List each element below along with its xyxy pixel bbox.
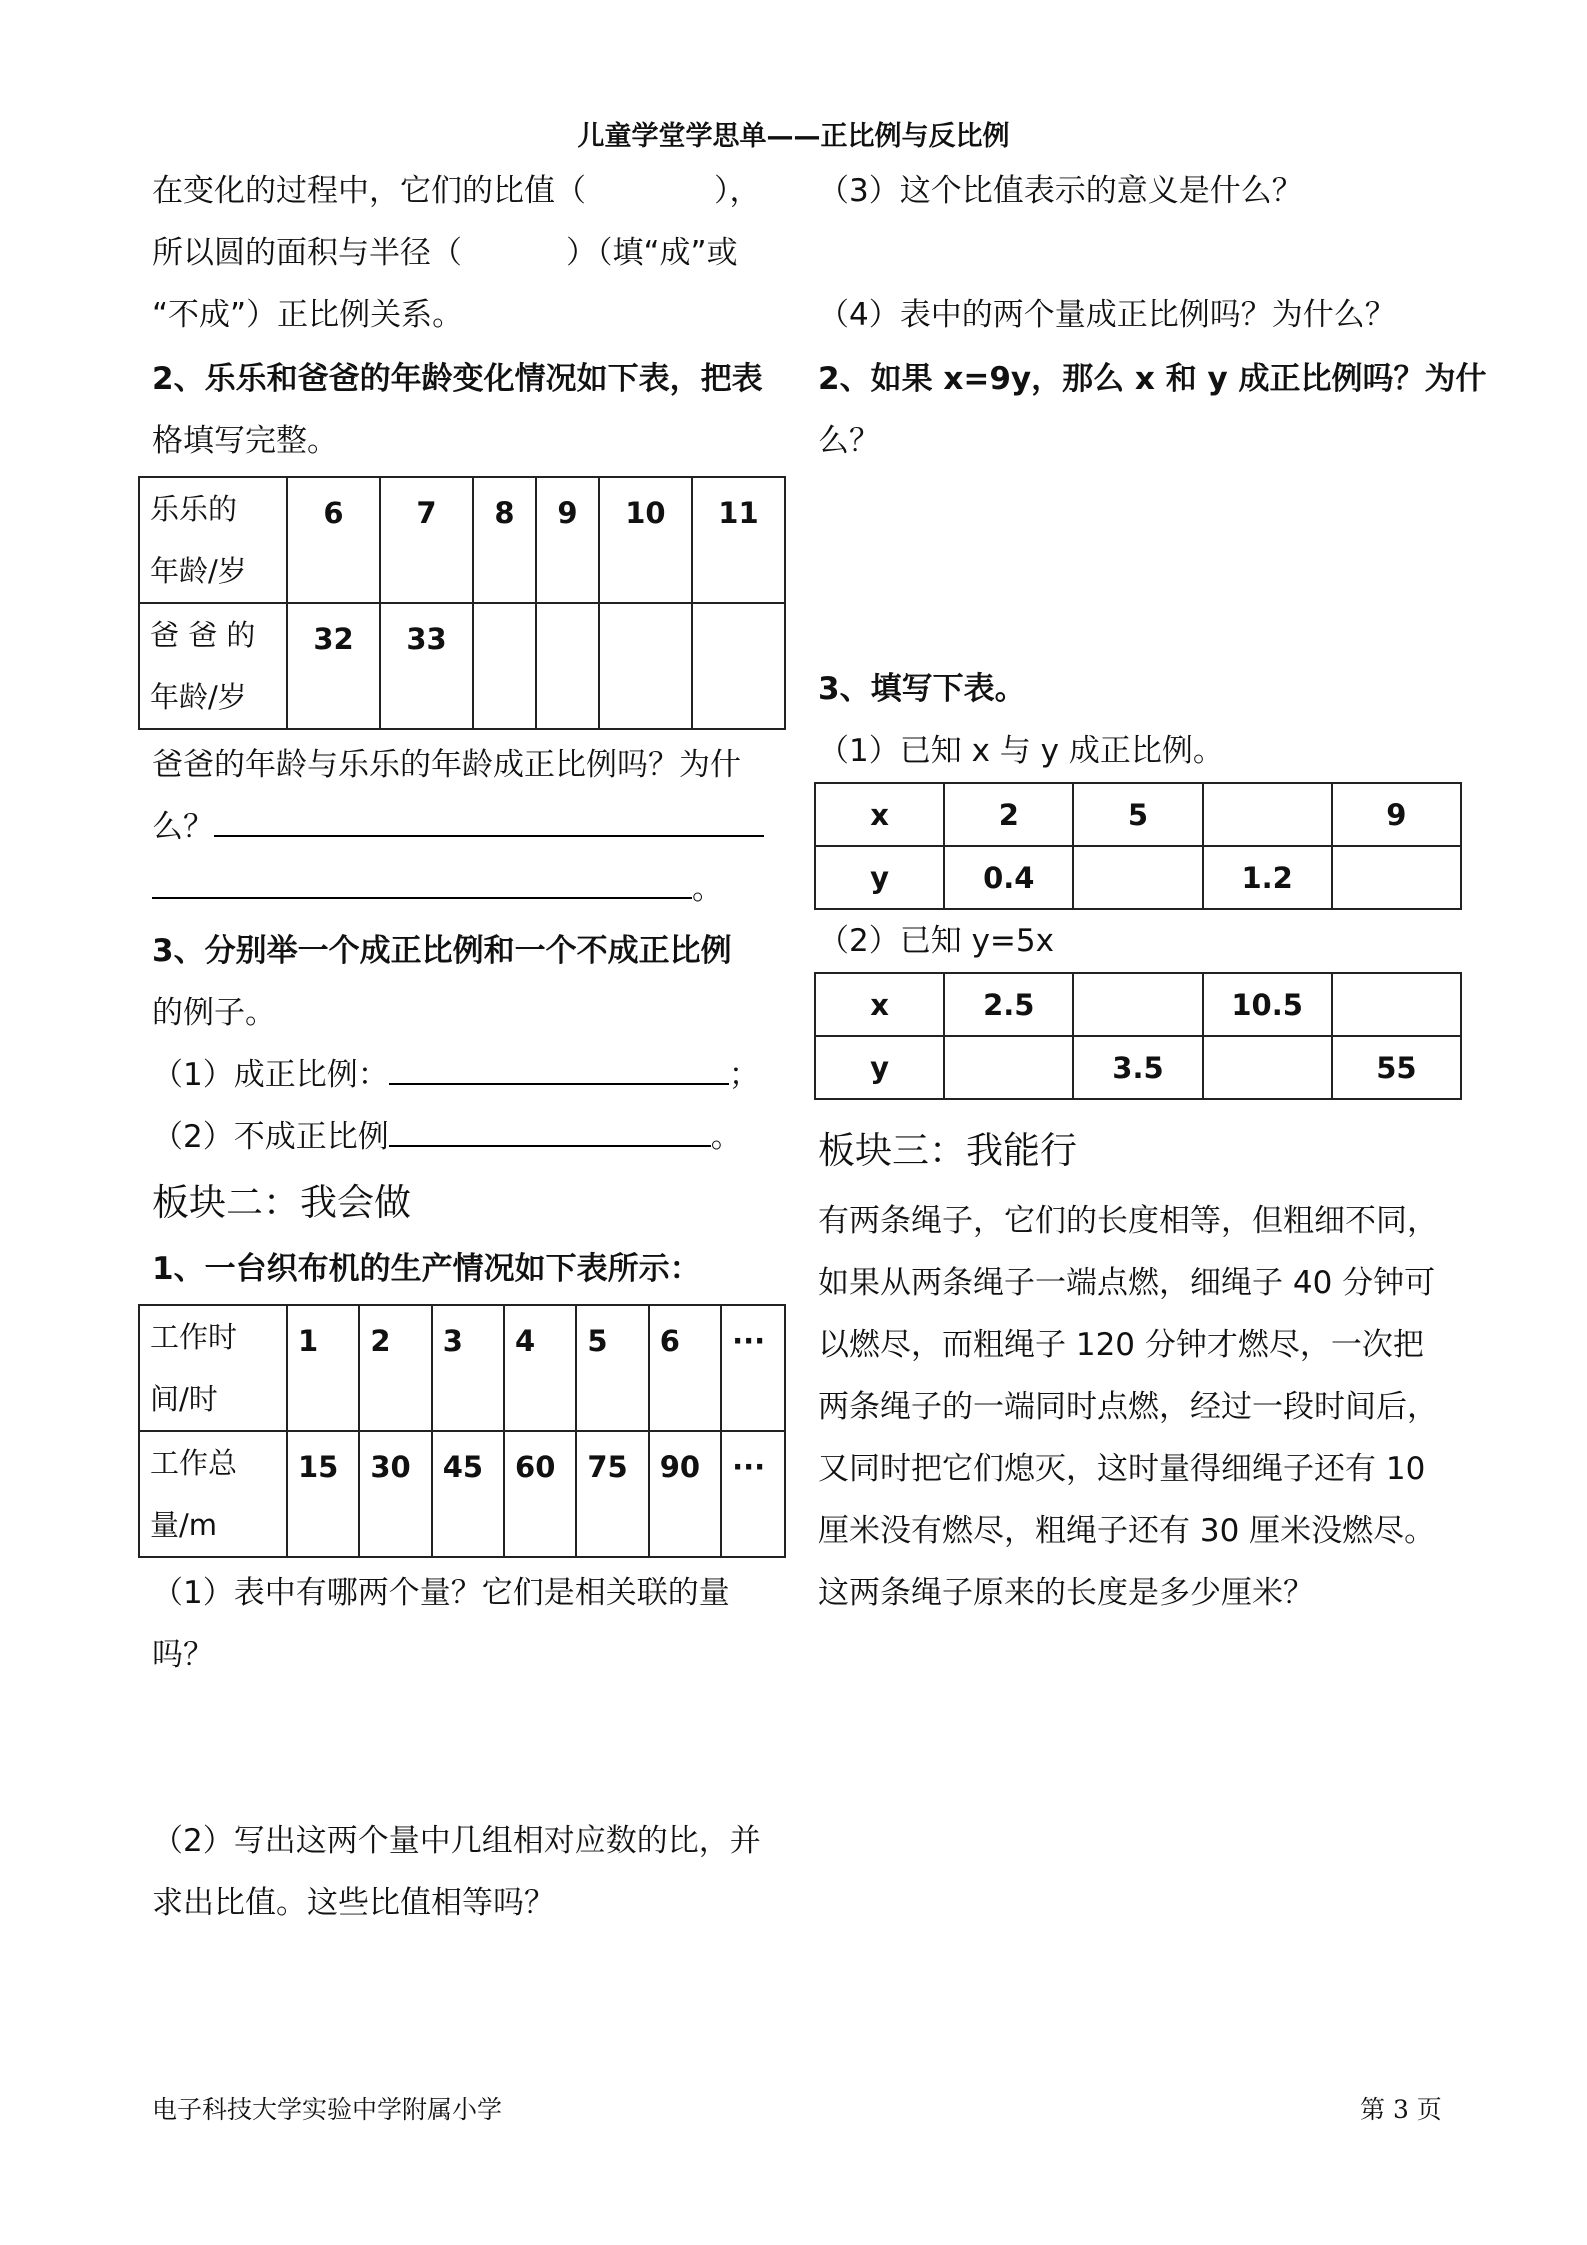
- table-cell: 90: [649, 1431, 721, 1557]
- rope-problem: [818, 1190, 1458, 1624]
- table-cell: y: [815, 846, 944, 909]
- table-cell: 爸 爸 的 年龄/岁: [139, 603, 287, 729]
- rope-line: 有两条绳子，它们的长度相等，但粗细不同，: [818, 1203, 1438, 1239]
- table-cell: 3: [432, 1305, 504, 1431]
- xy-table-2: [814, 972, 1462, 1100]
- table-row: [815, 1036, 1461, 1099]
- table-row: [139, 603, 785, 729]
- table-cell: [599, 603, 692, 729]
- table-cell: 8: [473, 477, 536, 603]
- table-cell: 1.2: [1203, 846, 1332, 909]
- work-sub-1-line-2: 吗？: [152, 1637, 214, 1673]
- q2-line-2: 格填写完整。: [152, 423, 338, 459]
- table-cell: [473, 603, 536, 729]
- table-cell: [1073, 846, 1202, 909]
- table-cell: 11: [692, 477, 785, 603]
- table-cell: 55: [1332, 1036, 1461, 1099]
- table-cell: 75: [576, 1431, 648, 1557]
- work-sub-2-line-1: （2）写出这两个量中几组相对应数的比，并: [152, 1823, 761, 1859]
- work-sub-3: （3）这个比值表示的意义是什么？: [818, 173, 1303, 209]
- answer-blank[interactable]: [389, 1109, 711, 1147]
- work-table: [138, 1304, 786, 1558]
- table-cell: 32: [287, 603, 380, 729]
- work-sub-2-line-2: 求出比值。这些比值相等吗？: [152, 1885, 555, 1921]
- table-cell: 乐乐的 年龄/岁: [139, 477, 287, 603]
- table-row: [139, 1431, 785, 1557]
- table-cell: 6: [287, 477, 380, 603]
- rope-line: 如果从两条绳子一端点燃，细绳子 40 分钟可: [818, 1265, 1436, 1301]
- table-cell: 2.5: [944, 973, 1073, 1036]
- table-cell: x: [815, 783, 944, 846]
- q2-line-1: 2、乐乐和爸爸的年龄变化情况如下表，把表: [152, 361, 763, 397]
- table-cell: [1332, 973, 1461, 1036]
- rope-line: 两条绳子的一端同时点燃，经过一段时间后，: [818, 1389, 1438, 1425]
- table-cell: 工作总 量/m: [139, 1431, 287, 1557]
- q3-answer-2: （2）不成正比例 。: [152, 1106, 782, 1168]
- q2-after-line-1: 爸爸的年龄与乐乐的年龄成正比例吗？为什: [152, 747, 741, 783]
- intro-line-1: 在变化的过程中，它们的比值（ ），: [152, 173, 761, 209]
- work-sub-1-line-1: （1）表中有哪两个量？它们是相关联的量: [152, 1575, 730, 1611]
- intro-line-3: “不成”）正比例关系。: [152, 297, 464, 333]
- rope-line: 以燃尽，而粗绳子 120 分钟才燃尽，一次把: [818, 1327, 1424, 1363]
- table-row: [815, 783, 1461, 846]
- table-cell: 60: [504, 1431, 576, 1557]
- intro-line-2: 所以圆的面积与半径（ ）（填“成”或: [152, 235, 738, 271]
- q2-line-1: 2、如果 x=9y，那么 x 和 y 成正比例吗？为什: [818, 361, 1487, 397]
- table-cell: 7: [380, 477, 473, 603]
- table-cell: 5: [1073, 783, 1202, 846]
- table-cell: 6: [649, 1305, 721, 1431]
- table-cell: 30: [359, 1431, 431, 1557]
- table-cell: [944, 1036, 1073, 1099]
- table-cell: y: [815, 1036, 944, 1099]
- table-cell: 2: [359, 1305, 431, 1431]
- table-cell: x: [815, 973, 944, 1036]
- table-cell: [1203, 783, 1332, 846]
- right-column: [818, 160, 1487, 1624]
- table-cell: [1203, 1036, 1332, 1099]
- table-cell: 45: [432, 1431, 504, 1557]
- page-title: 儿童学堂学思单——正比例与反比例: [577, 121, 1010, 152]
- work-intro: 1、一台织布机的生产情况如下表所示：: [152, 1251, 701, 1287]
- table-cell: 15: [287, 1431, 359, 1557]
- table-cell: [536, 603, 599, 729]
- answer-blank[interactable]: [214, 799, 764, 837]
- rope-line: 厘米没有燃尽，粗绳子还有 30 厘米没燃尽。: [818, 1513, 1436, 1549]
- rope-line: 又同时把它们熄灭，这时量得细绳子还有 10: [818, 1451, 1426, 1487]
- rope-line: 这两条绳子原来的长度是多少厘米？: [818, 1575, 1314, 1611]
- xy-table-1: [814, 782, 1462, 910]
- q2-line-2: 么？: [818, 423, 880, 459]
- table-cell: [1332, 846, 1461, 909]
- table-cell: 2: [944, 783, 1073, 846]
- table-cell: 9: [536, 477, 599, 603]
- table-cell: 33: [380, 603, 473, 729]
- left-column: [152, 160, 782, 1934]
- table-cell: [1073, 973, 1202, 1036]
- age-table: [138, 476, 786, 730]
- footer-school: 电子科技大学实验中学附属小学: [152, 2095, 503, 2124]
- table-cell: [692, 603, 785, 729]
- q3-heading: 3、填写下表。: [818, 671, 1026, 707]
- table-cell: 5: [576, 1305, 648, 1431]
- table-cell: 工作时 间/时: [139, 1305, 287, 1431]
- q3-answer-1: （1）成正比例： ；: [152, 1044, 782, 1106]
- q2-after-line-3: 。: [152, 858, 782, 920]
- table-cell: 10: [599, 477, 692, 603]
- q3-sub-1: （1）已知 x 与 y 成正比例。: [818, 733, 1224, 769]
- table-row: [139, 1305, 785, 1431]
- table-cell: 0.4: [944, 846, 1073, 909]
- work-sub-4: （4）表中的两个量成正比例吗？为什么？: [818, 297, 1396, 333]
- table-cell: ···: [721, 1431, 785, 1557]
- section-2-heading: 板块二：我会做: [152, 1181, 411, 1224]
- table-row: [815, 846, 1461, 909]
- table-cell: ···: [721, 1305, 785, 1431]
- table-row: [139, 477, 785, 603]
- q2-after-line-2: 么？: [152, 796, 782, 858]
- table-cell: 10.5: [1203, 973, 1332, 1036]
- footer-page-number: 第 3 页: [1360, 2095, 1442, 2124]
- answer-blank[interactable]: [152, 861, 692, 899]
- q3-line-1: 3、分别举一个成正比例和一个不成正比例: [152, 933, 732, 969]
- table-cell: 1: [287, 1305, 359, 1431]
- q3-line-2: 的例子。: [152, 995, 276, 1031]
- table-cell: 4: [504, 1305, 576, 1431]
- answer-blank[interactable]: [389, 1047, 729, 1085]
- q3-sub-2: （2）已知 y=5x: [818, 923, 1054, 959]
- section-3-heading: 板块三：我能行: [818, 1129, 1077, 1172]
- table-cell: 9: [1332, 783, 1461, 846]
- table-cell: 3.5: [1073, 1036, 1202, 1099]
- table-row: [815, 973, 1461, 1036]
